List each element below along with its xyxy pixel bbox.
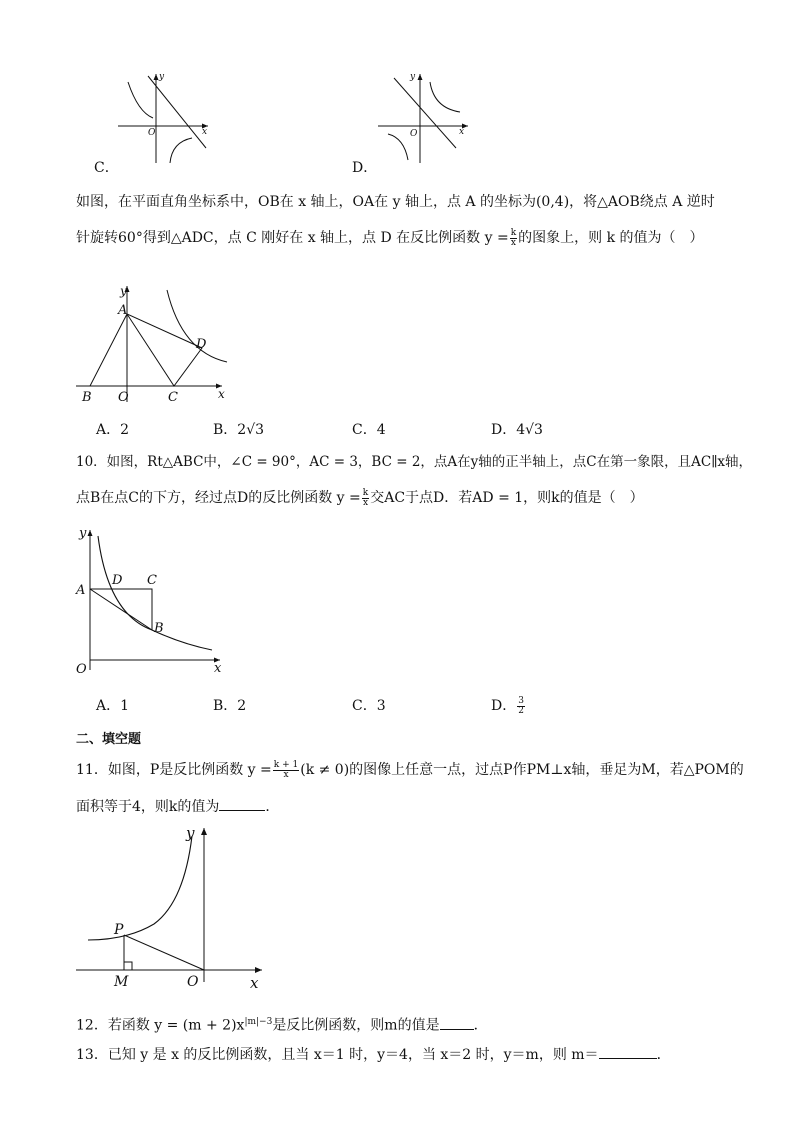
q11-line1	[76, 760, 744, 780]
q13-end: ．	[656, 1047, 671, 1063]
q11-label-x: x	[250, 974, 259, 992]
q11-answer-blank[interactable]	[219, 796, 265, 811]
q9-line2	[76, 228, 704, 248]
q11-label-p: P	[114, 922, 124, 938]
q10-label-c: C	[147, 573, 157, 588]
q10-figure	[72, 524, 232, 676]
q10-option-d	[491, 696, 526, 716]
q10-option-c: C．3	[352, 698, 386, 714]
q11-line1b: (k ≠ 0)的图像上任意一点，过点P作PM⊥x轴，垂足为M，若△POM的	[300, 762, 744, 778]
q8-graph-d	[370, 68, 480, 168]
q10-option-b: B．2	[213, 698, 247, 714]
q11-label-o: O	[187, 974, 199, 990]
q9-fraction: $\frac{k}{x}$	[510, 227, 517, 248]
q9-label-o: O	[118, 390, 129, 405]
q12-line	[76, 1012, 488, 1036]
q9-label-a: A	[118, 303, 128, 318]
q11-label-y: y	[186, 824, 195, 842]
q9-option-a: A．2	[96, 422, 130, 438]
q11-line2-end: ．	[265, 799, 280, 815]
svg-text:x: x	[202, 127, 208, 137]
svg-text:y: y	[159, 72, 165, 82]
q11-line1a: 11．如图，P是反比例函数 y =	[76, 762, 272, 778]
q9-label-d: D	[196, 337, 207, 352]
q9-option-c: C．4	[352, 422, 386, 438]
q10-label-y: y	[79, 526, 87, 541]
q11-line2	[76, 796, 279, 817]
q9-line1: 如图，在平面直角坐标系中，OB在 x 轴上，OA在 y 轴上，点 A 的坐标为(0,4)，将△AOB绕点 A 逆时	[76, 194, 715, 210]
q10-line2a: 点B在点C的下方，经过点D的反比例函数 y =	[76, 490, 361, 506]
q10-fraction: $\frac{k}{x}$	[362, 487, 369, 508]
q9-label-b: B	[82, 390, 92, 405]
q11-figure	[72, 822, 272, 992]
q10-label-b: B	[154, 621, 164, 636]
q8-option-c: C．	[94, 160, 119, 176]
q10-line2b: 交AC于点D．若AD = 1，则k的值是（ ）	[370, 490, 644, 506]
q12-text: 12．若函数 y = (m + 2)x	[76, 1017, 245, 1034]
q10-line2	[76, 488, 644, 508]
q10-option-a: A．1	[96, 698, 130, 714]
q10-option-d-fraction: $\frac{3}{2}$	[518, 695, 524, 716]
q9-line2b: 的图象上，则 k 的值为（ ）	[518, 230, 704, 246]
q12-end: ．	[473, 1017, 488, 1034]
q9-label-y: y	[120, 284, 127, 298]
q10-label-o: O	[76, 662, 87, 676]
q11-line2-text: 面积等于4，则k的值为	[76, 799, 220, 815]
q9-option-b: B．2√3	[213, 422, 265, 438]
svg-text:O: O	[148, 128, 156, 138]
q9-label-x: x	[218, 387, 225, 401]
svg-text:O: O	[410, 129, 418, 139]
q10-line1: 10．如图，Rt△ABC中，∠C = 90°，AC = 3，BC = 2，点A在y轴的正半轴上，点C在第一象限，且AC∥x轴，	[76, 454, 753, 470]
q9-line2a: 针旋转60°得到△ADC，点 C 刚好在 x 轴上，点 D 在反比例函数 y =	[76, 230, 509, 246]
q9-label-c: C	[168, 390, 178, 405]
q9-figure	[72, 282, 232, 410]
q12-answer-blank[interactable]	[440, 1015, 474, 1030]
q12-exponent: |m|−3	[244, 1017, 273, 1027]
section-title: 二、填空题	[76, 732, 142, 747]
q10-label-x: x	[214, 661, 222, 676]
q11-fraction: $\frac{k + 1}{x}$	[273, 759, 299, 780]
q13-answer-blank[interactable]	[599, 1044, 657, 1059]
q12-text2: 是反比例函数，则m的值是	[272, 1017, 440, 1034]
q10-option-d-label: D．	[491, 698, 517, 714]
svg-text:x: x	[459, 127, 465, 137]
q9-option-d: D．4√3	[491, 422, 543, 438]
q13-text: 13．已知 y 是 x 的反比例函数，且当 x＝1 时，y＝4，当 x＝2 时，y＝m，则 m＝	[76, 1047, 599, 1063]
q13-line	[76, 1044, 671, 1065]
q10-label-d: D	[112, 573, 123, 588]
q11-label-m: M	[114, 974, 129, 990]
svg-text:y: y	[410, 72, 416, 82]
q10-label-a: A	[76, 583, 86, 598]
q8-graph-c	[110, 68, 220, 168]
q8-option-d: D．	[352, 160, 378, 176]
